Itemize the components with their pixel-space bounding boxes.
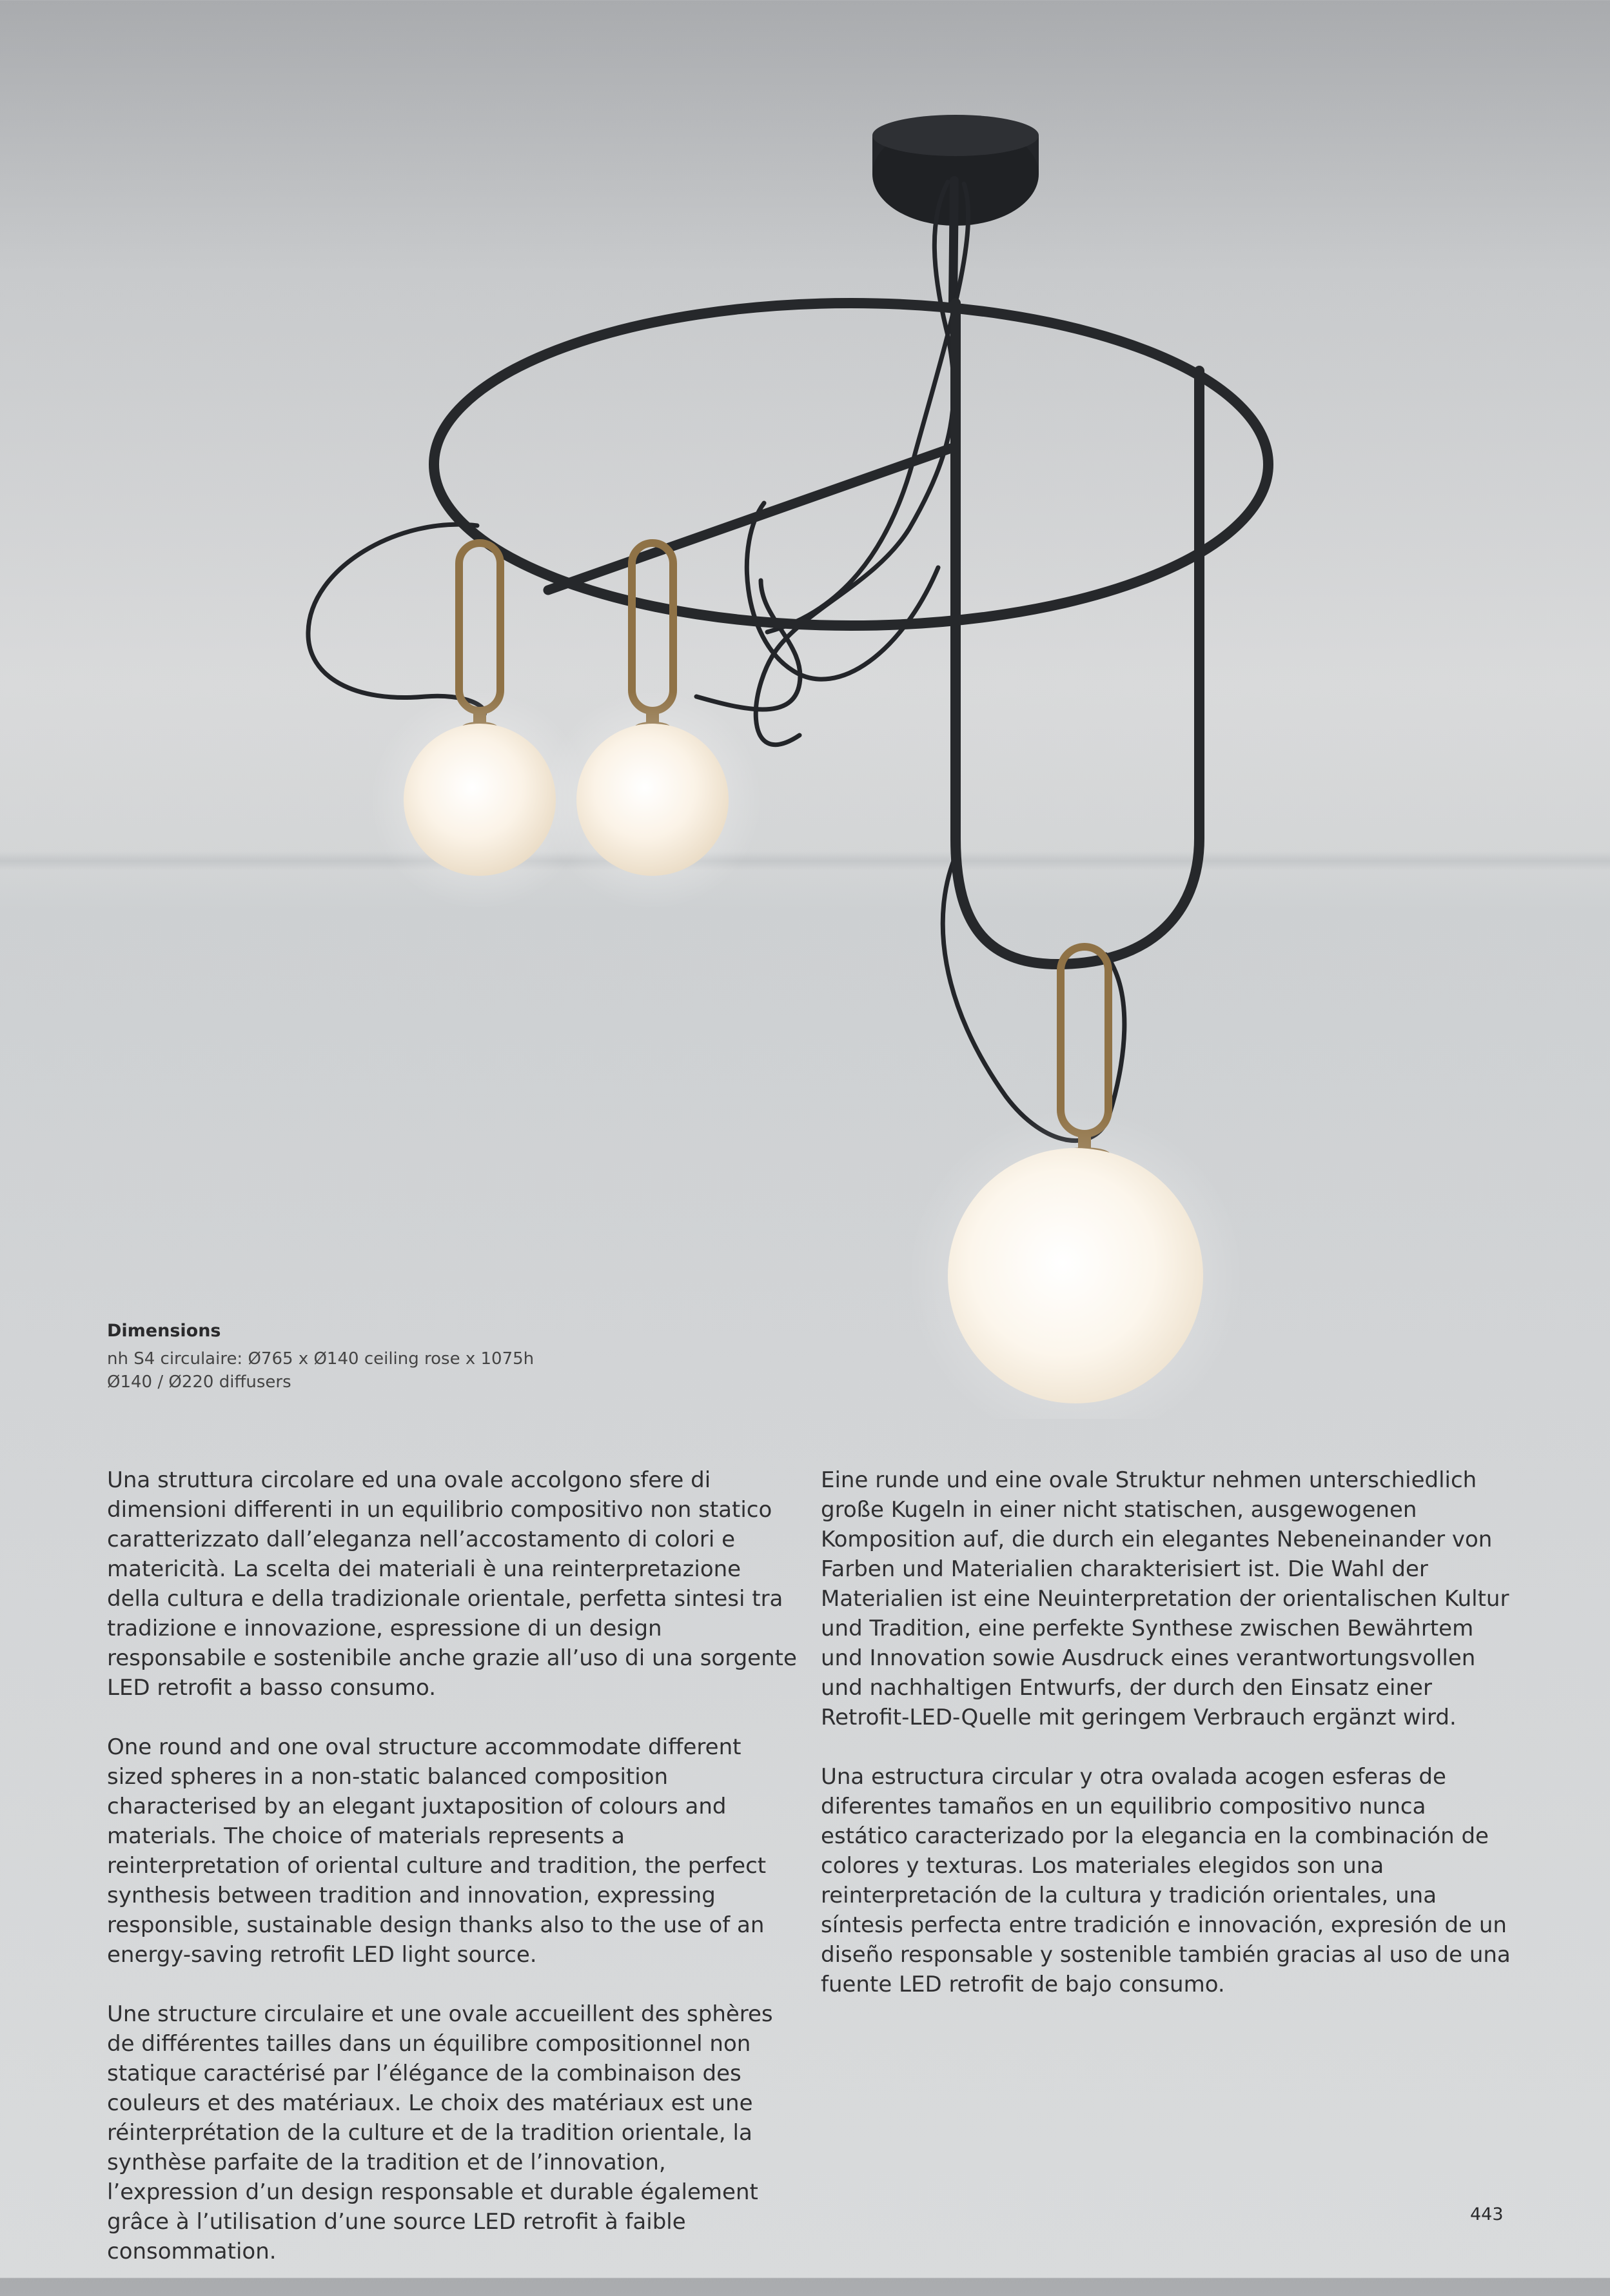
description-italian: Una struttura circolare ed una ovale accolgono sfere di dimensioni differenti in un equilibrio compositivo non statico caratterizzato dall’eleganza nell’accostamento di colori e matericità. La scelta dei materiali è una reinterpretazione della cultura e della tradizionale orientale, perfetta sintesi tra tradizione e innovazione, espressione di un design responsabile e sostenibile anche grazie all’uso di una sorgente LED retrofit a basso consumo. (107, 1467, 797, 1701)
description-english: One round and one oval structure accommodate different sized spheres in a non-static balanced composition characterised by an elegant juxtaposition of colours and materials. The choice of materials represents a reinterpretation of oriental culture and tradition, the perfect synthesis between tradition and innovation, expressing responsible, sustainable design thanks also to the use of an energy-saving retrofit LED light source. (107, 1734, 767, 1968)
dimensions-title: Dimensions (107, 1321, 221, 1341)
small-sphere-diffuser (576, 724, 729, 876)
oval-structure (956, 303, 1199, 964)
suspension-cables (308, 181, 1124, 1141)
dimensions-block (107, 1321, 687, 1394)
page-number: 443 (1470, 2204, 1504, 2224)
description-german: Eine runde und eine ovale Struktur nehmen unterschiedlich große Kugeln in einer nicht statischen, ausgewogenen Komposition auf, die durch ein elegantes Nebeneinander von Farben und Materialien charakterisiert ist. Die Wahl der Materialien ist eine Neuinterpretation der orientalischen Kultur und Tradition, eine perfekte Synthese zwischen Bewährtem und Innovation sowie Ausdruck eines verantwortungsvollen und nachhaltigen Entwurfs, der durch den Einsatz einer Retrofit-LED-Quelle mit geringem Verbrauch ergänzt wird. (821, 1467, 1509, 1730)
large-sphere-diffuser (948, 1148, 1203, 1403)
round-ring (434, 303, 1268, 626)
dimensions-line: nh S4 circulaire: Ø765 x Ø140 ceiling rose x 1075h (107, 1349, 535, 1369)
small-sphere-diffuser (404, 724, 556, 876)
description-french: Une structure circulaire et une ovale accueillent des sphères de différentes tailles dans un équilibre compositionnel non statique caractérisé par l’élégance de la combinaison des couleurs et des matériaux. Le choix des matériaux est une réinterprétation de la culture et de la tradition orientale, la synthèse parfaite de la tradition et de l’innovation, l’expression d’un design responsable et durable également grâce à l’utilisation d’une source LED retrofit à faible consommation. (107, 2001, 773, 2264)
description-spanish: Una estructura circular y otra ovalada acogen esferas de diferentes tamaños en un equilibrio compositivo nunca estático caracterizado por la elegancia en la combinación de colores y texturas. Los materiales elegidos son una reinterpretación de la cultura y tradición orientales, una síntesis perfecta entre tradición e innovación, expresión de un diseño responsable y sostenible también gracias al uso de una fuente LED retrofit de bajo consumo. (821, 1764, 1511, 1997)
dimensions-line: Ø140 / Ø220 diffusers (107, 1372, 291, 1392)
text-column-right (821, 1465, 1511, 2029)
text-column-left (107, 1465, 797, 2296)
